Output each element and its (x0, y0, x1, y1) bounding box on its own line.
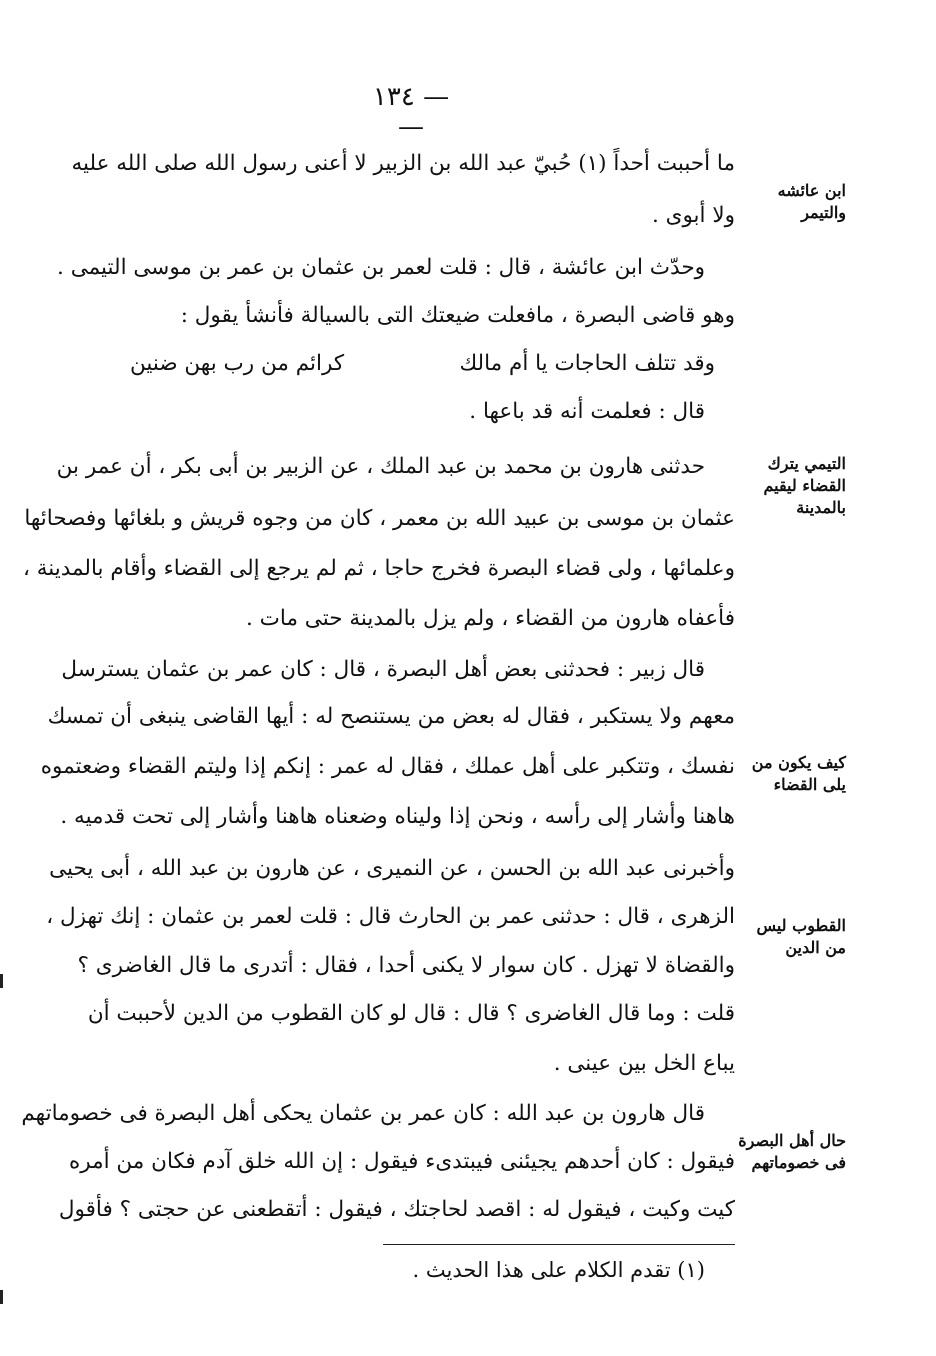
scan-mark (0, 1290, 3, 1304)
scan-mark (0, 974, 3, 988)
margin-note: القطوب ليس من الدين (756, 916, 846, 957)
verse-second-hemistich: كرائم من رب بهن ضنين (130, 351, 345, 376)
text-line: معهم ولا يستكبر ، فقال له بعض من يستنصح له : أيها القاضى ينبغى أن تمسك (47, 704, 735, 729)
text-line: قال : فعلمت أنه قد باعها . (469, 399, 705, 424)
text-line: وهو قاضى البصرة ، مافعلت ضيعتك التى بالسيالة فأنشأ يقول : (180, 303, 735, 328)
margin-note: التيمي يترك القضاء ليقيم بالمدينة (763, 454, 846, 517)
text-line: فيقول : كان أحدهم يجيئنى فيبتدىء فيقول : إن الله خلق آدم فكان من أمره (68, 1149, 735, 1174)
poem-verse (130, 340, 715, 388)
text-line: وأخبرنى عبد الله بن الحسن ، عن النميرى ، عن هارون بن عبد الله ، أبى يحيى (49, 856, 735, 881)
text-line: وحدّث ابن عائشة ، قال : قلت لعمر بن عثمان بن عمر بن موسى التيمى . (57, 255, 705, 280)
text-line: الزهرى ، قال : حدثنى عمر بن الحارث قال : قلت لعمر بن عثمان : إنك تهزل ، (46, 904, 735, 929)
text-line: كيت وكيت ، فيقول له : اقصد لحاجتك ، فيقول : أتقطعنى عن حجتى ؟ فأقول (58, 1197, 735, 1222)
text-line: قال هارون بن عبد الله : كان عمر بن عثمان يحكى أهل البصرة فى خصوماتهم (21, 1101, 705, 1126)
margin-note: ابن عائشه والتيمر (777, 181, 846, 222)
text-line: وعلمائها ، ولى قضاء البصرة فخرج حاجا ، ثم لم يرجع إلى القضاء وأقام بالمدينة ، (22, 556, 735, 581)
verse-first-hemistich: وقد تتلف الحاجات يا أم مالك (459, 351, 715, 376)
text-line: والقضاة لا تهزل . كان سوار لا يكنى أحدا ، فقال : أتدرى ما قال الغاضرى ؟ (77, 953, 735, 978)
text-line: حدثنى هارون بن محمد بن عبد الملك ، عن الزبير بن أبى بكر ، أن عمر بن (56, 454, 705, 479)
footnote-divider (383, 1244, 735, 1245)
page-number: — ١٣٤ — (372, 82, 450, 142)
text-line: قال زبير : فحدثنى بعض أهل البصرة ، قال : كان عمر بن عثمان يسترسل (61, 657, 705, 682)
text-line: ما أحببت أحداً (١) حُبيّ عبد الله بن الزبير لا أعنى رسول الله صلى الله عليه (71, 151, 735, 176)
footnote: (١) تقدم الكلام على هذا الحديث . (412, 1258, 705, 1282)
text-line: ولا أبوى . (651, 203, 735, 228)
text-line: هاهنا وأشار إلى رأسه ، ونحن إذا وليناه وضعناه هاهنا وأشار إلى تحت قدميه . (60, 804, 735, 829)
text-line: يباع الخل بين عينى . (553, 1051, 735, 1076)
text-line: عثمان بن موسى بن عبيد الله بن معمر ، كان من وجوه قريش و بلغائها وفصحائها (24, 506, 735, 531)
text-line: نفسك ، وتتكبر على أهل عملك ، فقال له عمر : إنكم إذا وليتم القضاء وضعتموه (40, 754, 735, 779)
margin-note: كيف يكون من يلى القضاء (751, 753, 846, 794)
margin-note: حال أهل البصرة فى خصوماتهم (738, 1131, 846, 1172)
text-line: فأعفاه هارون من القضاء ، ولم يزل بالمدينة حتى مات . (245, 606, 735, 631)
text-line: قلت : وما قال الغاضرى ؟ قال : قال لو كان القطوب من الدين لأحببت أن (87, 1001, 735, 1026)
